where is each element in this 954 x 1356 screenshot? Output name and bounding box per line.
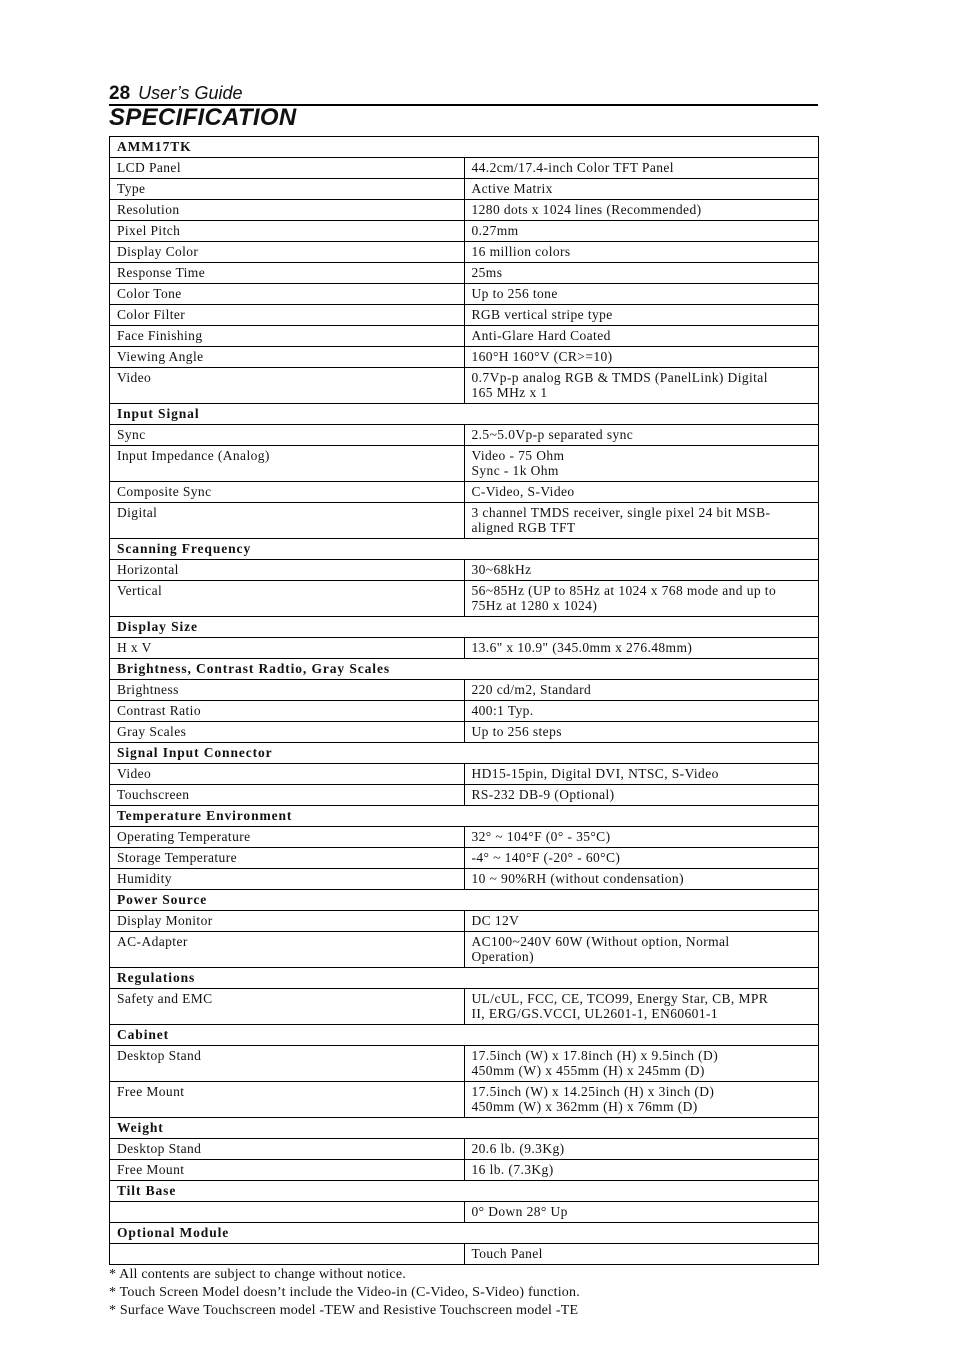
section-row [110,137,819,158]
footnotes [109,1266,829,1320]
spec-label: Humidity [110,869,465,890]
table-row [110,158,819,179]
table-row [110,503,819,539]
footnote: * Touch Screen Model doesn’t include the Video-in (C-Video, S-Video) function. [109,1285,580,1300]
section-row [110,539,819,560]
table-row [110,764,819,785]
spec-label: Composite Sync [110,482,465,503]
spec-value-line: 25ms [471,265,503,280]
spec-value [464,785,819,806]
table-row [110,827,819,848]
spec-label: Touchscreen [110,785,465,806]
spec-value-line: 1280 dots x 1024 lines (Recommended) [471,202,702,217]
spec-label: Input Impedance (Analog) [110,446,465,482]
section-heading: Regulations [110,968,819,989]
section-heading: Cabinet [110,1025,819,1046]
section-heading: Signal Input Connector [110,743,819,764]
table-row [110,1160,819,1181]
table-row [110,722,819,743]
section-heading: AMM17TK [110,137,819,158]
spec-label: Display Color [110,242,465,263]
spec-value [464,869,819,890]
spec-value-line: Up to 256 tone [471,286,558,301]
spec-value-line: 450mm (W) x 455mm (H) x 245mm (D) [471,1063,705,1078]
table-row [110,869,819,890]
spec-value-line: aligned RGB TFT [471,520,576,535]
spec-value-line: -4° ~ 140°F (-20° - 60°C) [471,850,621,865]
table-row [110,1046,819,1082]
spec-value [464,1046,819,1082]
spec-label: Operating Temperature [110,827,465,848]
spec-label: Sync [110,425,465,446]
section-heading: Display Size [110,617,819,638]
spec-label: Horizontal [110,560,465,581]
page-title: SPECIFICATION [109,104,297,131]
spec-value [464,848,819,869]
table-row [110,200,819,221]
spec-label: Desktop Stand [110,1046,465,1082]
spec-value [464,503,819,539]
section-row [110,659,819,680]
spec-value-line: 0.27mm [471,223,519,238]
spec-value-line: 165 MHz x 1 [471,385,548,400]
spec-value [464,158,819,179]
spec-value-line: RS-232 DB-9 (Optional) [471,787,615,802]
spec-value [464,722,819,743]
spec-value-line: DC 12V [471,913,520,928]
spec-value-line: 56~85Hz (UP to 85Hz at 1024 x 768 mode and up to [471,583,777,598]
spec-value [464,263,819,284]
spec-value [464,1139,819,1160]
table-row [110,368,819,404]
table-row [110,1139,819,1160]
section-row [110,1223,819,1244]
spec-value-line: Video - 75 Ohm [471,448,565,463]
spec-label: Color Tone [110,284,465,305]
table-row [110,1244,819,1265]
specification-table-body [110,137,819,1265]
spec-value-line: 44.2cm/17.4-inch Color TFT Panel [471,160,674,175]
spec-value [464,482,819,503]
table-row [110,242,819,263]
spec-label: H x V [110,638,465,659]
section-row [110,1025,819,1046]
table-row [110,482,819,503]
spec-value-line: Touch Panel [471,1246,543,1261]
table-row [110,848,819,869]
spec-value [464,200,819,221]
section-heading: Scanning Frequency [110,539,819,560]
spec-value [464,1202,819,1223]
spec-value-line: 3 channel TMDS receiver, single pixel 24 bit MSB- [471,505,771,520]
table-row [110,221,819,242]
spec-label: Vertical [110,581,465,617]
section-heading: Tilt Base [110,1181,819,1202]
table-row [110,932,819,968]
section-row [110,743,819,764]
spec-value-line: 10 ~ 90%RH (without condensation) [471,871,684,886]
spec-label: AC-Adapter [110,932,465,968]
spec-label: Digital [110,503,465,539]
spec-value-line: Sync - 1k Ohm [471,463,559,478]
spec-label: Response Time [110,263,465,284]
spec-value [464,425,819,446]
table-row [110,560,819,581]
spec-value-line: Operation) [471,949,534,964]
section-heading: Brightness, Contrast Radtio, Gray Scales [110,659,819,680]
spec-value [464,680,819,701]
section-row [110,404,819,425]
spec-value [464,284,819,305]
spec-value [464,764,819,785]
spec-value-line: 13.6" x 10.9" (345.0mm x 276.48mm) [471,640,693,655]
table-row [110,347,819,368]
spec-label: Free Mount [110,1160,465,1181]
table-row [110,989,819,1025]
section-row [110,617,819,638]
table-row [110,1082,819,1118]
spec-value-line: 400:1 Typ. [471,703,534,718]
spec-label: Free Mount [110,1082,465,1118]
spec-value-line: 450mm (W) x 362mm (H) x 76mm (D) [471,1099,698,1114]
spec-value-line: 0° Down 28° Up [471,1204,568,1219]
table-row [110,446,819,482]
spec-label: Brightness [110,680,465,701]
page-number: 28 [109,83,131,104]
guide-title: User’s Guide [138,83,243,103]
spec-value-line: RGB vertical stripe type [471,307,613,322]
spec-value [464,560,819,581]
spec-value [464,1244,819,1265]
spec-label: Safety and EMC [110,989,465,1025]
spec-value [464,638,819,659]
spec-value-line: UL/cUL, FCC, CE, TCO99, Energy Star, CB, MPR [471,991,769,1006]
section-row [110,806,819,827]
spec-value-line: 2.5~5.0Vp-p separated sync [471,427,634,442]
spec-value-line: 0.7Vp-p analog RGB & TMDS (PanelLink) Digital [471,370,768,385]
spec-label: Storage Temperature [110,848,465,869]
spec-value-line: II, ERG/GS.VCCI, UL2601-1, EN60601-1 [471,1006,719,1021]
spec-label: Color Filter [110,305,465,326]
table-row [110,1202,819,1223]
spec-value-line: 30~68kHz [471,562,532,577]
spec-value [464,827,819,848]
spec-value-line: 16 lb. (7.3Kg) [471,1162,554,1177]
spec-label: Desktop Stand [110,1139,465,1160]
table-row [110,701,819,722]
spec-label: Viewing Angle [110,347,465,368]
spec-value [464,221,819,242]
spec-label: Face Finishing [110,326,465,347]
spec-value [464,911,819,932]
spec-label: Video [110,368,465,404]
section-row [110,968,819,989]
table-row [110,911,819,932]
specification-table [109,136,819,1265]
footnote: * Surface Wave Touchscreen model -TEW and Resistive Touchscreen model -TE [109,1303,579,1318]
table-row [110,263,819,284]
spec-value [464,305,819,326]
spec-value [464,179,819,200]
table-row [110,581,819,617]
table-row [110,638,819,659]
spec-label: Display Monitor [110,911,465,932]
spec-value [464,326,819,347]
spec-value-line: 17.5inch (W) x 17.8inch (H) x 9.5inch (D) [471,1048,719,1063]
section-heading: Optional Module [110,1223,819,1244]
spec-label: LCD Panel [110,158,465,179]
spec-value [464,368,819,404]
table-row [110,680,819,701]
spec-value [464,446,819,482]
spec-value [464,932,819,968]
spec-label: Video [110,764,465,785]
table-row [110,785,819,806]
spec-value-line: 32° ~ 104°F (0° - 35°C) [471,829,611,844]
spec-value [464,581,819,617]
spec-value-line: 20.6 lb. (9.3Kg) [471,1141,565,1156]
spec-value-line: 17.5inch (W) x 14.25inch (H) x 3inch (D) [471,1084,715,1099]
footnote: * All contents are subject to change without notice. [109,1267,406,1282]
spec-value-line: 75Hz at 1280 x 1024) [471,598,598,613]
spec-value-line: Active Matrix [471,181,553,196]
spec-label [110,1202,465,1223]
spec-value-line: 16 million colors [471,244,571,259]
spec-value [464,701,819,722]
table-row [110,326,819,347]
spec-value-line: HD15-15pin, Digital DVI, NTSC, S-Video [471,766,719,781]
spec-label: Type [110,179,465,200]
spec-value [464,989,819,1025]
spec-value [464,242,819,263]
section-row [110,1181,819,1202]
section-heading: Input Signal [110,404,819,425]
table-row [110,425,819,446]
page-header [109,82,818,106]
spec-label [110,1244,465,1265]
spec-label: Pixel Pitch [110,221,465,242]
table-row [110,179,819,200]
section-heading: Temperature Environment [110,806,819,827]
spec-value-line: 160°H 160°V (CR>=10) [471,349,613,364]
spec-value-line: Up to 256 steps [471,724,562,739]
table-row [110,305,819,326]
spec-label: Resolution [110,200,465,221]
spec-value-line: AC100~240V 60W (Without option, Normal [471,934,730,949]
table-row [110,284,819,305]
spec-label: Contrast Ratio [110,701,465,722]
spec-value [464,347,819,368]
spec-value-line: Anti-Glare Hard Coated [471,328,611,343]
spec-value-line: C-Video, S-Video [471,484,575,499]
spec-value [464,1160,819,1181]
spec-value [464,1082,819,1118]
spec-label: Gray Scales [110,722,465,743]
section-heading: Power Source [110,890,819,911]
section-row [110,890,819,911]
section-row [110,1118,819,1139]
spec-value-line: 220 cd/m2, Standard [471,682,592,697]
section-heading: Weight [110,1118,819,1139]
